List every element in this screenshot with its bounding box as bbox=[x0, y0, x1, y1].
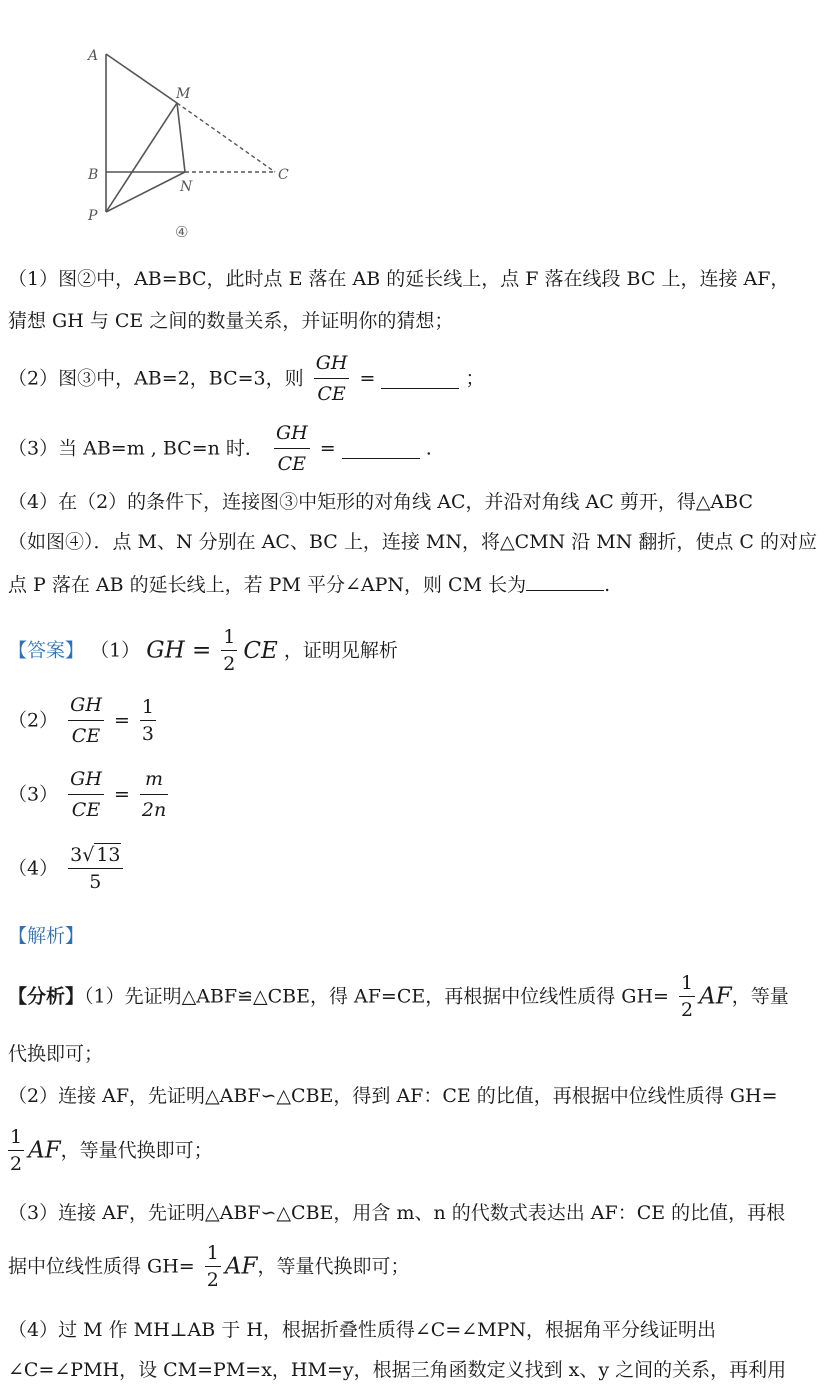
question-1-line-2: 猜想 GH 与 CE 之间的数量关系，并证明你的猜想； bbox=[8, 310, 454, 332]
q3-prefix: （3）当 AB=m , BC=n 时． bbox=[8, 437, 264, 460]
answer-1 bbox=[8, 624, 398, 677]
label-c: C bbox=[278, 167, 289, 183]
analysis-1-line-2: 代换即可； bbox=[8, 1043, 104, 1065]
question-3 bbox=[8, 418, 432, 479]
figure-caption: ④ bbox=[175, 223, 189, 241]
answer-3-prefix: （3） bbox=[8, 783, 59, 806]
fraction-denominator: CE bbox=[71, 799, 101, 821]
question-4-line-3 bbox=[8, 570, 610, 599]
fraction-one-third bbox=[140, 694, 156, 747]
analysis-1-tail: ，等量 bbox=[731, 985, 789, 1008]
q4-text: 点 P 落在 AB 的延长线上，若 PM 平分∠APN，则 CM 长为 bbox=[8, 574, 527, 596]
fraction-numerator: GH bbox=[274, 418, 310, 449]
analysis-tag: 【解析】 bbox=[8, 925, 85, 947]
radicand: 13 bbox=[96, 844, 121, 866]
segment-mp bbox=[106, 103, 177, 212]
q2-suffix: ； bbox=[465, 367, 485, 390]
fraction-denominator: 2 bbox=[10, 1153, 23, 1175]
label-p: P bbox=[88, 208, 98, 224]
fraction-one-half bbox=[221, 624, 237, 677]
af-text: AF bbox=[224, 1253, 258, 1280]
answer-1-suffix: ，证明见解析 bbox=[283, 639, 398, 662]
equals-sign: = bbox=[113, 709, 130, 732]
equals-sign: = bbox=[113, 783, 130, 806]
answer-blank[interactable] bbox=[342, 438, 420, 459]
fraction-denominator: 3 bbox=[141, 723, 154, 745]
geometry-figure bbox=[70, 40, 310, 250]
equals-sign: = bbox=[319, 437, 336, 460]
coefficient: 3 bbox=[70, 844, 83, 866]
fraction-one-half bbox=[679, 970, 695, 1023]
fraction-denominator: 2 bbox=[206, 1269, 219, 1291]
question-1-line-1: （1）图②中，AB=BC，此时点 E 落在 AB 的延长线上，点 F 落在线段 BC 上，连接 AF， bbox=[8, 268, 790, 290]
fraction-numerator: GH bbox=[68, 690, 104, 721]
label-a: A bbox=[88, 48, 99, 64]
answer-2-prefix: （2） bbox=[8, 709, 59, 732]
segment-am bbox=[106, 54, 177, 103]
fraction-gh-ce bbox=[68, 690, 104, 751]
fraction-denominator: CE bbox=[317, 383, 346, 405]
answer-1-prefix: （1） bbox=[90, 639, 141, 662]
answer-3 bbox=[8, 764, 172, 825]
analysis-4-line-1: （4）过 M 作 MH⊥AB 于 H，根据折叠性质得∠C=∠MPN，根据角平分线证明出 bbox=[8, 1319, 717, 1341]
fraction-numerator: 1 bbox=[140, 694, 156, 721]
equals-sign: = bbox=[359, 367, 376, 390]
fraction-numerator: m bbox=[140, 764, 168, 795]
fraction-one-half bbox=[205, 1240, 221, 1293]
analysis-1-line-1 bbox=[8, 970, 789, 1023]
label-n: N bbox=[180, 179, 193, 195]
analysis-2-line-2 bbox=[8, 1124, 213, 1177]
q4-suffix: . bbox=[604, 574, 611, 596]
fraction-numerator: GH bbox=[68, 764, 104, 795]
fraction-gh-ce bbox=[314, 348, 350, 409]
analysis-4-line-2: ∠C=∠PMH，设 CM=PM=x，HM=y，根据三角函数定义找到 x、y 之间的关系，再利用 bbox=[8, 1359, 787, 1381]
analysis-3-line-2 bbox=[8, 1240, 409, 1293]
answer-4-prefix: （4） bbox=[8, 857, 59, 880]
fraction-denominator: 5 bbox=[89, 871, 102, 893]
analysis-2-line-1: （2）连接 AF，先证明△ABF∽△CBE，得到 AF：CE 的比值，再根据中位线性质得 GH= bbox=[8, 1085, 778, 1107]
analysis-3-tail: ，等量代换即可； bbox=[257, 1255, 410, 1278]
af-text: AF bbox=[699, 983, 732, 1010]
segment-pn bbox=[106, 172, 185, 212]
fraction-denominator: CE bbox=[277, 453, 307, 475]
question-4-line-1: （4）在（2）的条件下，连接图③中矩形的对角线 AC，并沿对角线 AC 剪开，得△ABC bbox=[8, 491, 754, 513]
fraction-one-half bbox=[8, 1124, 24, 1177]
fraction-denominator: CE bbox=[71, 725, 101, 747]
segment-mn bbox=[177, 103, 185, 172]
fraction-3-sqrt13-over-5 bbox=[68, 842, 122, 895]
fraction-denominator: 2 bbox=[223, 653, 236, 675]
analysis-3-prefix: 据中位线性质得 GH= bbox=[8, 1255, 195, 1278]
q3-suffix: . bbox=[425, 437, 432, 460]
fraction-numerator: 1 bbox=[679, 970, 695, 997]
analysis-2-tail: ，等量代换即可； bbox=[60, 1139, 213, 1162]
answer-2 bbox=[8, 690, 160, 751]
segment-mc-dashed bbox=[177, 103, 275, 172]
fraction-denominator: 2 bbox=[681, 999, 694, 1021]
fraction-numerator: 1 bbox=[8, 1124, 24, 1151]
question-2 bbox=[8, 348, 485, 409]
q2-prefix: （2）图③中，AB=2，BC=3，则 bbox=[8, 367, 304, 390]
label-m: M bbox=[176, 86, 191, 102]
answer-tag: 【答案】 bbox=[8, 639, 85, 662]
fraction-gh-ce bbox=[274, 418, 310, 479]
fraction-denominator: 2n bbox=[141, 799, 167, 821]
fraction-numerator: 1 bbox=[205, 1240, 221, 1267]
af-text: AF bbox=[28, 1137, 61, 1164]
question-4-line-2: （如图④）．点 M、N 分别在 AC、BC 上，连接 MN，将△CMN 沿 MN 翻折，使点 C 的对应 bbox=[8, 531, 818, 553]
answer-4 bbox=[8, 842, 127, 895]
answer-1-rhs: CE bbox=[243, 637, 278, 664]
fraction-gh-ce bbox=[68, 764, 104, 825]
answer-blank[interactable] bbox=[526, 570, 604, 591]
analysis-1-text: （1）先证明△ABF≌△CBE，得 AF=CE，再根据中位线性质得 GH= bbox=[84, 985, 669, 1008]
answer-1-lhs: GH = bbox=[146, 637, 212, 664]
fraction-numerator: 3√ 13 bbox=[68, 842, 122, 869]
fraction-numerator: 1 bbox=[221, 624, 237, 651]
fraction-numerator: GH bbox=[314, 348, 350, 379]
answer-blank[interactable] bbox=[381, 368, 459, 389]
analysis-3-line-1: （3）连接 AF，先证明△ABF∽△CBE，用含 m、n 的代数式表达出 AF：CE 的比值，再根 bbox=[8, 1202, 786, 1224]
fenxi-tag: 【分析】 bbox=[8, 985, 85, 1008]
fraction-m-2n bbox=[140, 764, 168, 825]
label-b: B bbox=[88, 167, 99, 183]
